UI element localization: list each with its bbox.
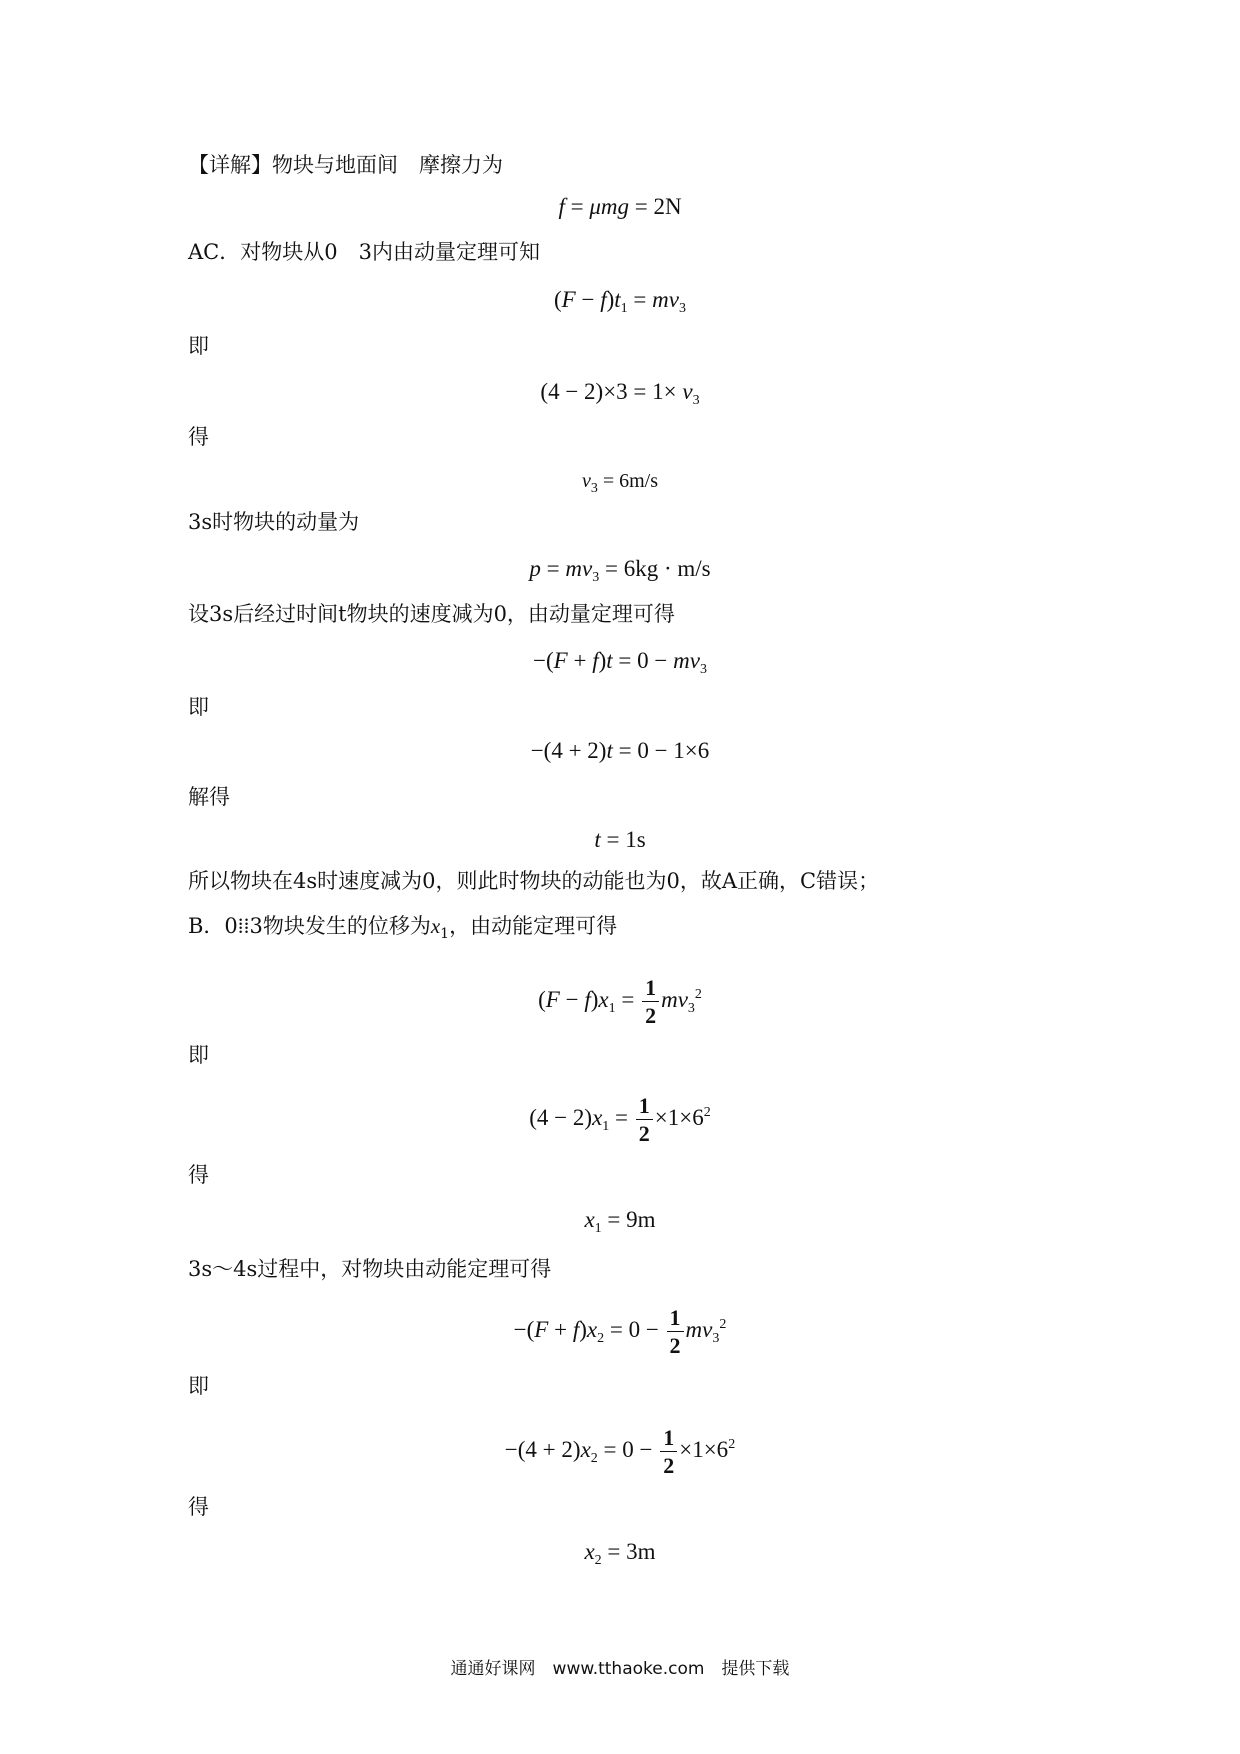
equation-momentum-value: $p = mv_3 = 6kg \cdot m/s$: [529, 556, 711, 585]
fraction-half: $\frac{1}{2}$: [636, 1095, 653, 1145]
equation-substituted-3: $(4 - 2)x_1$ = $\frac{1}{2}$ $\times 1\times 6^2$: [529, 1092, 711, 1146]
equation-substituted-4: $-(4 + 2)x_2 = 0$ − $\frac{1}{2}$ $\times 1\times 6^2$: [504, 1424, 736, 1478]
equation-v3: $v_3 = 6m/s$: [581, 470, 659, 496]
text-ji-4: 即: [188, 1374, 209, 1398]
equation-x2: $x_2 = 3m$: [584, 1539, 656, 1568]
equation-substituted-2: −(4 + 2)t = 0 − 1×6: [530, 738, 710, 763]
equation-momentum-theorem: $(F - f)t_1 = mv_3$: [554, 287, 686, 316]
option-b-text: B．0⁞⁞3物块发生的位移为$x_1$，由动能定理可得: [188, 914, 618, 942]
text-3s-4s: 3s～4s过程中，对物块由动能定理可得: [188, 1257, 552, 1281]
text-momentum-3s: 3s时物块的动量为: [188, 510, 360, 534]
text-ji-3: 即: [188, 1043, 209, 1067]
fraction-half: $\frac{1}{2}$: [660, 1427, 677, 1477]
text-ji-2: 即: [188, 695, 209, 719]
fraction-half: $\frac{1}{2}$: [667, 1307, 684, 1357]
fraction-half: $\frac{1}{2}$: [642, 977, 659, 1027]
equation-t: t = 1s: [594, 827, 646, 852]
equation-x1: $x_1 = 9m$: [584, 1207, 656, 1236]
equation-work-energy-2: $-(F + f)x_2 = 0$ − $\frac{1}{2}$ $mv_3^2$: [513, 1304, 727, 1358]
equation-decel-theorem: $-(F + f)t = 0 - mv_3$: [533, 648, 707, 677]
text-conclusion-ac: 所以物块在4s时速度减为0，则此时物块的动能也为0，故A正确，C错误；: [188, 869, 880, 893]
text-decelerate: 设3s后经过时间t物块的速度减为0，由动量定理可得: [188, 602, 675, 626]
text-de-2: 得: [188, 1163, 209, 1187]
option-ac-text: AC．对物块从0 3内由动量定理可知: [188, 240, 540, 264]
footer-watermark: 通通好课网 www.tthaoke.com 提供下载: [450, 1659, 790, 1679]
text-de-1: 得: [188, 425, 209, 449]
text-de-3: 得: [188, 1495, 209, 1519]
text-jiede: 解得: [188, 785, 230, 809]
solution-intro: 【详解】物块与地面间 摩擦力为: [188, 153, 503, 177]
text-ji-1: 即: [188, 334, 209, 358]
equation-work-energy-1: $(F - f)x_1$ = $\frac{1}{2}$ $mv_3^2$: [538, 974, 702, 1028]
equation-friction: f = μmg = 2N: [558, 194, 682, 219]
equation-substituted-1: $(4 - 2)\times 3 = 1\times v_3$: [540, 379, 700, 408]
